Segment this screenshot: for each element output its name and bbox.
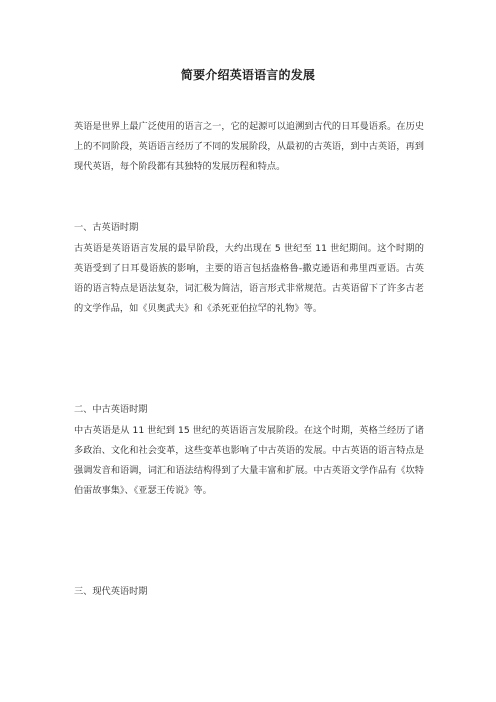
section-body-middle-english: 中古英语是从 11 世纪到 15 世纪的英语语言发展阶段。在这个时期，英格兰经历了诸多政治、文化和社会变革，这些变革也影响了中古英语的发展。中古英语的语言特点是强调发音和语调，词汇和语法结构得到了大量丰富和扩展。中古英语文学作品有《坎特伯雷故事集》、《亚瑟王传说》等。 [74, 425, 424, 496]
section-body-old-english: 古英语是英语语言发展的最早阶段，大约出现在 5 世纪至 11 世纪期间。这个时期的英语受到了日耳曼语族的影响，主要的语言包括盎格鲁-撒克逊语和弗里西亚语。古英语的语言特点是语法复杂，词汇极为简洁，语言形式非常规范。古英语留下了许多古老的文学作品，如《贝奥武夫》和《杀死亚伯拉罕的礼物》等。 [74, 243, 424, 314]
section-heading-middle-english: 二、中古英语时期 [74, 404, 148, 415]
intro-paragraph: 英语是世界上最广泛使用的语言之一，它的起源可以追溯到古代的日耳曼语系。在历史上的不同阶段，英语语言经历了不同的发展阶段，从最初的古英语，到中古英语，再到现代英语，每个阶段都有其独特的发展历程和特点。 [74, 121, 424, 172]
section-heading-old-english: 一、古英语时期 [74, 222, 139, 233]
section-heading-modern-english: 三、现代英语时期 [74, 586, 148, 597]
document-title: 简要介绍英语语言的发展 [180, 68, 316, 82]
